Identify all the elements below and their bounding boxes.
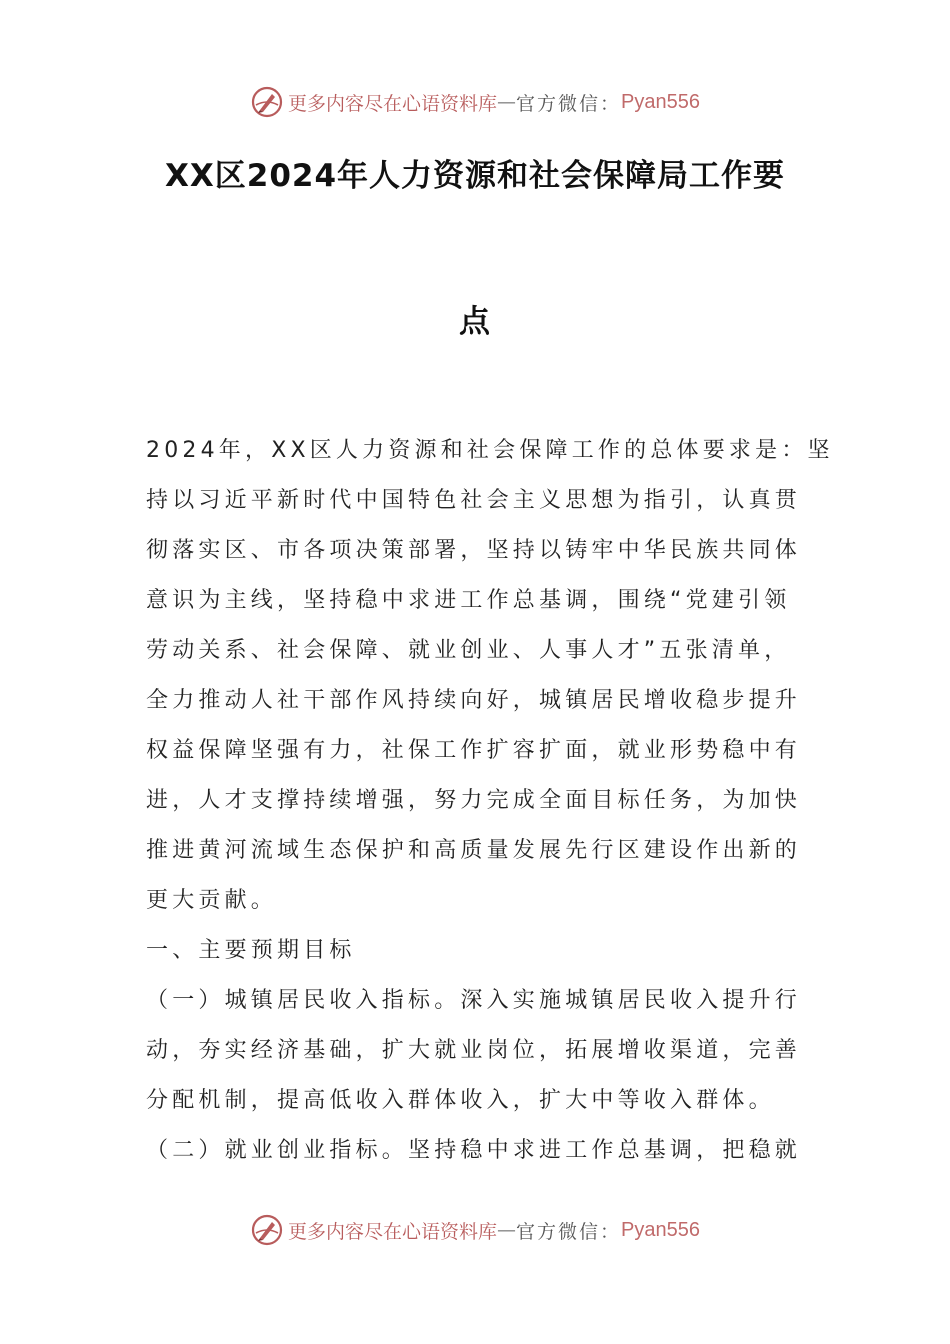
body-line: 权益保障坚强有力，社保工作扩容扩面，就业形势稳中有 [146,738,802,763]
body-line: 持以习近平新时代中国特色社会主义思想为指引，认真贯 [146,488,802,513]
body-line: 全力推动人社干部作风持续向好，城镇居民增收稳步提升 [146,688,802,713]
watermark-handle: Pyan556 [621,90,700,113]
document-body [146,426,834,1176]
watermark-site-text: 更多内容尽在心语资料库 [288,92,498,115]
watermark-dash: — [497,91,517,113]
document-title-line-1: XX区2024年人力资源和社会保障局工作要 [164,158,786,194]
section-heading: 一、主要预期目标 [146,938,356,963]
pen-logo-icon [250,1213,284,1247]
body-line: 彻落实区、市各项决策部署，坚持以铸牢中华民族共同体 [146,538,802,563]
watermark-wechat-label: 官方微信： [516,1220,622,1243]
body-line: 2024年，XX区人力资源和社会保障工作的总体要求是：坚 [146,438,834,463]
body-line: 劳动关系、社会保障、就业创业、人事人才”五张清单， [146,638,791,663]
document-title-line-2: 点 [459,304,491,340]
body-line: 更大贡献。 [146,888,278,913]
footer-watermark [0,1210,950,1250]
body-line: 进，人才支撑持续增强，努力完成全面目标任务，为加快 [146,788,802,813]
watermark-site-text: 更多内容尽在心语资料库 [288,1220,498,1243]
watermark-dash: — [497,1219,517,1241]
header-watermark [0,82,950,122]
body-line: （二）就业创业指标。坚持稳中求进工作总基调，把稳就 [146,1138,802,1163]
body-line: 推进黄河流域生态保护和高质量发展先行区建设作出新的 [146,838,802,863]
body-line: 分配机制，提高低收入群体收入，扩大中等收入群体。 [146,1088,775,1113]
pen-logo-icon [250,85,284,119]
watermark-wechat-label: 官方微信： [516,92,622,115]
body-line: 意识为主线，坚持稳中求进工作总基调，围绕“党建引领 [146,588,791,613]
body-line: 动，夯实经济基础，扩大就业岗位，拓展增收渠道，完善 [146,1038,802,1063]
watermark-handle: Pyan556 [621,1218,700,1241]
body-line: （一）城镇居民收入指标。深入实施城镇居民收入提升行 [146,988,802,1013]
